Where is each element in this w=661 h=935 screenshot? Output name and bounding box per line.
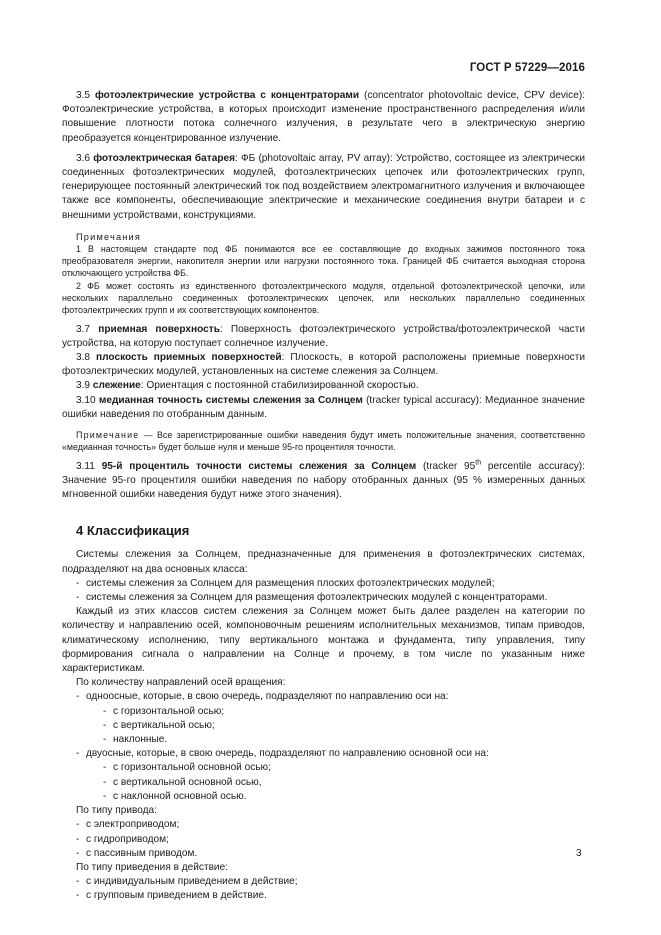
term: приемная поверхность (98, 323, 220, 335)
note-3-10: Примечание — Все зарегистрированные ошибки наведения будут иметь положительные значения, соответственно «медианная точность» будет больше нуля и меньше 95-го процентиля точности. (62, 430, 585, 453)
sub-list-item: - с горизонтальной основной осью; (103, 762, 271, 774)
list-item: - системы слежения за Солнцем для размещения плоских фотоэлектрических модулей; (76, 577, 495, 589)
sub-list-item: - с наклонной основной осью. (103, 790, 247, 802)
definition-3-6: 3.6 фотоэлектрическая батарея: ФБ (photovoltaic array, PV array): Устройство, состоящее из электрически соединенных фотоэлектрических модулей, фотоэлектрических цепочек или фотоэлектрических групп, генерирующее постоянный электрический ток под воздействием электромагнитного излучения и включающее также все компоненты, обеспечивающие электрические и механические соединения внутри батареи и с внешними устройствами, конструкциями. (62, 152, 586, 221)
section-4-paragraph: Каждый из этих классов систем слежения за Солнцем может быть далее разделен на категории по количеству и направлению осей, компоновочным решениям исполнительных механизмов, типам приводов, климатическому исполнению, типу вертикального монтажа и фундамента, типу управления, типу формирования сигнала о направлении на Солнце и прочему, в том числе по указанным ниже характеристикам. (62, 606, 585, 675)
term: слежение (92, 380, 141, 392)
section-4-intro: Системы слежения за Солнцем, предназначенные для применения в фотоэлектрических системах, подразделяют на два основных класса: (62, 549, 585, 575)
list-item: - с индивидуальным приведением в действие; (76, 876, 298, 888)
drive-intro: По типу привода: (76, 805, 157, 817)
definition-3-5: 3.5 фотоэлектрические устройства с концентраторами (concentrator photovoltaic device, CPV device): Фотоэлектрические устройства, в которых происходит изменение пространственного распределения и/или повышение плотности потока солнечного излучения, в результате чего в электрическую энергию преобразуется концентрированное излучение. (62, 90, 585, 144)
sub-list-item: - с вертикальной основной осью, (103, 776, 262, 788)
page-content (62, 89, 585, 904)
list-item: - с пассивным приводом. (76, 847, 198, 859)
definition-3-8: 3.8 плоскость приемных поверхностей: Плоскость, в которой расположены приемные поверхности фотоэлектрических модулей, установленных на системе слежения за Солнцем. (62, 352, 585, 378)
list-item: - системы слежения за Солнцем для размещения фотоэлектрических модулей с концентраторами. (76, 592, 548, 604)
sub-list-item: - с горизонтальной осью; (103, 705, 225, 717)
term: фотоэлектрические устройства с концентраторами (94, 90, 360, 101)
axes-intro: По количеству направлений осей вращения: (76, 677, 286, 689)
definition-3-10: 3.10 медианная точность системы слежения за Солнцем (tracker typical accuracy): Медианное значение ошибки наведения по отобранным данным. (62, 394, 585, 420)
list-item: - с гидроприводом; (76, 833, 169, 845)
list-item: - двуосные, которые, в свою очередь, подразделяют по направлению основной оси на: (76, 748, 489, 760)
term: 95-й процентиль точности системы слежения за Солнцем (101, 460, 417, 472)
sub-list-item: - наклонные. (103, 734, 168, 746)
note-2: 2 ФБ может состоять из единственного фотоэлектрического модуля, отдельной фотоэлектрической цепочки, или нескольких параллельно соединенных фотоэлектрических цепочек, или нескольких параллельно соединенных фотоэлектрических групп и их соответствующих компонентов. (62, 280, 585, 316)
list-item: - одноосные, которые, в свою очередь, подразделяют по направлению оси на: (76, 691, 449, 703)
actuation-intro: По типу приведения в действие: (76, 861, 228, 873)
term: плоскость приемных поверхностей (96, 352, 282, 364)
definition-3-7: 3.7 приемная поверхность: Поверхность фотоэлектрического устройства/фотоэлектрической части устройства, на которую поступает солнечное излучение. (62, 323, 585, 349)
sub-list-item: - с вертикальной осью; (103, 719, 215, 731)
standard-header: ГОСТ Р 57229—2016 (469, 62, 585, 74)
definition-3-11: 3.11 95-й процентиль точности системы слежения за Солнцем (tracker 95th percentile accuracy): Значение 95-го процентиля ошибки наведения по набору отобранных данных (95 % измеренных данных мгновенной ошибки наведения будут ниже этого значения). (62, 459, 585, 501)
notes-heading: Примечания (76, 231, 142, 242)
note-1: 1 В настоящем стандарте под ФБ понимаются все ее составляющие до входных зажимов постоянного тока преобразователя энергии, накопителя энергии или нагрузки постоянного тока. Границей ФБ считается выходная сторона отключающего устройства ФБ. (62, 243, 585, 279)
list-item: - с групповым приведением в действие. (76, 890, 267, 902)
list-item: - с электроприводом; (76, 819, 180, 831)
term: медианная точность системы слежения за Солнцем (98, 394, 363, 406)
section-4-heading: 4 Классификация (76, 523, 190, 539)
definition-3-9: 3.9 слежение: Ориентация с постоянной стабилизированной скоростью. (76, 380, 419, 392)
page-number: 3 (576, 848, 582, 859)
term: фотоэлектрическая батарея (93, 152, 236, 164)
